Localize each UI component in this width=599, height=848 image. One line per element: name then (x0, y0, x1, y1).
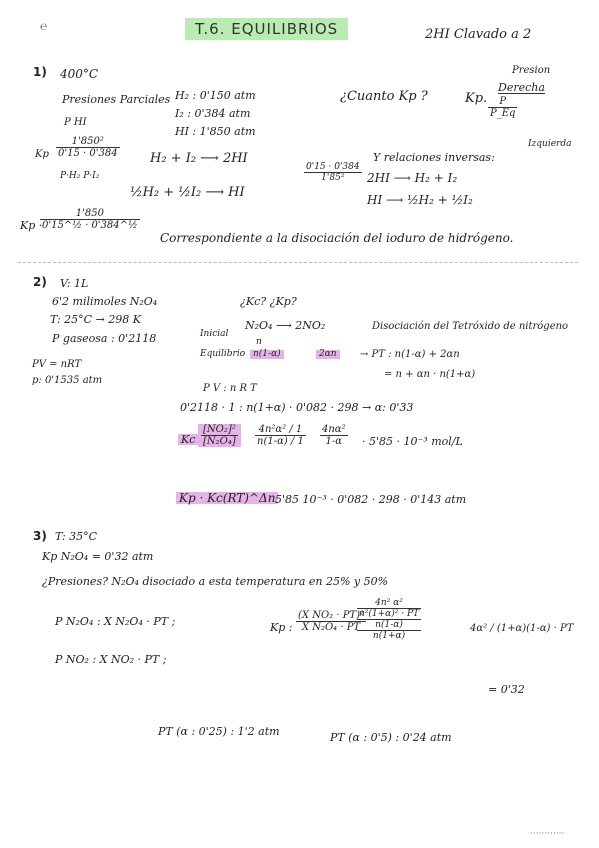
s2-reaction: N₂O₄ ⟶ 2NO₂ (245, 319, 326, 332)
s3-kp-mid-fraction: 4n² α² n²(1+α)² · PT n(1-α) n(1+α) (359, 598, 420, 641)
s2-pt-formula2: = n + αn · n(1+α) (384, 369, 476, 380)
s1-phi-label: P HI (64, 117, 87, 128)
s3-kp-label: Kp : (270, 621, 293, 634)
s2-moles-initial: n (256, 337, 262, 347)
s2-kc-label: Kc (178, 434, 198, 445)
s2-pv-labels: P V : n R T (203, 383, 257, 394)
s2-eq-left: n(1-α) (250, 350, 284, 359)
s1-izquierda-note: Izquierda (528, 139, 572, 149)
s2-question: ¿Kc? ¿Kp? (240, 295, 297, 308)
header-right-note: 2HI Clavado a 2 (425, 27, 532, 42)
section-divider (18, 262, 578, 263)
s1-presion-note: Presion (512, 65, 551, 76)
s2-kc-result: · 5'85 · 10⁻³ mol/L (362, 435, 463, 448)
s3-kp-right: 4α² / (1+α)(1-α) · PT (470, 623, 574, 634)
s1-h2: H₂ : 0'150 atm (175, 89, 256, 102)
s3-pn2o4: P N₂O₄ : X N₂O₄ · PT ; (55, 615, 176, 628)
s2-equilibrio-label: Equilibrio (200, 349, 246, 359)
s1-inverse-fraction: $\frac{0'15 \cdot 0'384}{\text{1'85²}}$ (306, 162, 360, 183)
s3-kp-fraction: $\frac{\text{(X NO₂ · PT)²}}{\text{X N₂O₄ · PT}}$ (298, 610, 365, 633)
s1-kp1-fraction: $\frac{\text{1'850²}}{0'15 \cdot 0'384}$ (58, 136, 118, 159)
s3-kp: Kp N₂O₄ = 0'32 atm (42, 550, 154, 563)
s2-pt-formula: → PT : n(1-α) + 2αn (360, 349, 460, 360)
s3-temp: T: 35°C (55, 530, 98, 543)
s3-pno2: P NO₂ : X NO₂ · PT ; (55, 653, 167, 666)
s1-presiones-label: Presiones Parciales (62, 93, 171, 106)
s2-diss-text: Disociación del Tetróxido de nitrógeno (372, 321, 569, 332)
s2-kc-right-fraction: $\frac{\text{4nα²}}{1-\alpha}$ (322, 424, 346, 447)
s1-temp: 400°C (60, 67, 99, 81)
s2-kp-formula: Kp · Kc(RT)^Δn (176, 492, 278, 504)
s1-inverse-r1: 2HI ⟶ H₂ + I₂ (367, 171, 458, 185)
section-2-number: 2) (33, 275, 47, 289)
s1-kp-left-label: Kp (35, 149, 49, 160)
s3-pt2: PT (α : 0'5) : 0'24 atm (330, 731, 452, 744)
s1-kp-def-fraction: $\frac{P}{P\_Eq}$ (490, 96, 516, 119)
s3-question: ¿Presiones? N₂O₄ disociado a esta temperatura en 25% y 50% (42, 575, 389, 588)
s1-question: ¿Cuanto Kp ? (340, 89, 428, 104)
s2-alpha-eq: 0'2118 · 1 : n(1+α) · 0'082 · 298 → α: 0'33 (180, 401, 414, 414)
s3-pt1: PT (α : 0'25) : 1'2 atm (158, 725, 280, 738)
section-1-number: 1) (33, 65, 47, 79)
s1-reaction2: ½H₂ + ½I₂ ⟶ HI (130, 185, 245, 200)
s2-kc-fraction: $\frac{\text{[NO₂]²}}{\text{[N₂O₄]}}$ (198, 424, 241, 447)
s1-conclusion: Correspondiente a la disociación del ioduro de hidrógeno. (160, 231, 514, 245)
s2-temp: T: 25°C → 298 K (50, 313, 141, 326)
s2-kp-result: · 5'85 10⁻³ · 0'082 · 298 · 0'143 atm (268, 493, 467, 506)
s2-pv: PV = nRT (32, 359, 82, 370)
s1-hi: HI : 1'850 atm (175, 125, 256, 138)
s1-inverse-text: Y relaciones inversas: (373, 151, 495, 164)
s1-derecha-note: Derecha (498, 81, 545, 94)
s1-inverse-r2: HI ⟶ ½H₂ + ½I₂ (367, 193, 473, 207)
page-title: T.6. EQUILIBRIOS (185, 18, 348, 40)
corner-mark: ℮ (40, 19, 48, 33)
s2-pressure: P gaseosa : 0'2118 (52, 332, 157, 345)
s2-p-value: p: 0'1535 atm (32, 375, 103, 386)
s2-eq-right: 2αn (316, 350, 340, 359)
s1-kp2-fraction: $\frac{1'850}{\text{0'15\textasciicircum{}½ · 0'384\textasciicircum{}½}}$ (42, 208, 138, 231)
s2-moles-label: Inicial (200, 329, 229, 339)
s1-i2: I₂ : 0'384 atm (175, 107, 251, 120)
s1-kp-label: Kp. (465, 91, 488, 106)
footer-mark: ············ (530, 829, 565, 839)
s2-kc-mid-fraction: $\frac{\text{4n²α² / 1}}{n(1-\alpha) / 1}$ (257, 424, 304, 447)
section-3-number: 3) (33, 529, 47, 543)
s2-volume: V: 1L (60, 277, 89, 290)
s3-kp-value: = 0'32 (488, 683, 525, 696)
s2-mass: 6'2 milimoles N₂O₄ (52, 295, 158, 308)
s1-kp2-label: Kp · (20, 219, 43, 232)
s1-kp1-sub: P·H₂ P·I₂ (60, 171, 100, 181)
s1-reaction1: H₂ + I₂ ⟶ 2HI (150, 151, 248, 166)
